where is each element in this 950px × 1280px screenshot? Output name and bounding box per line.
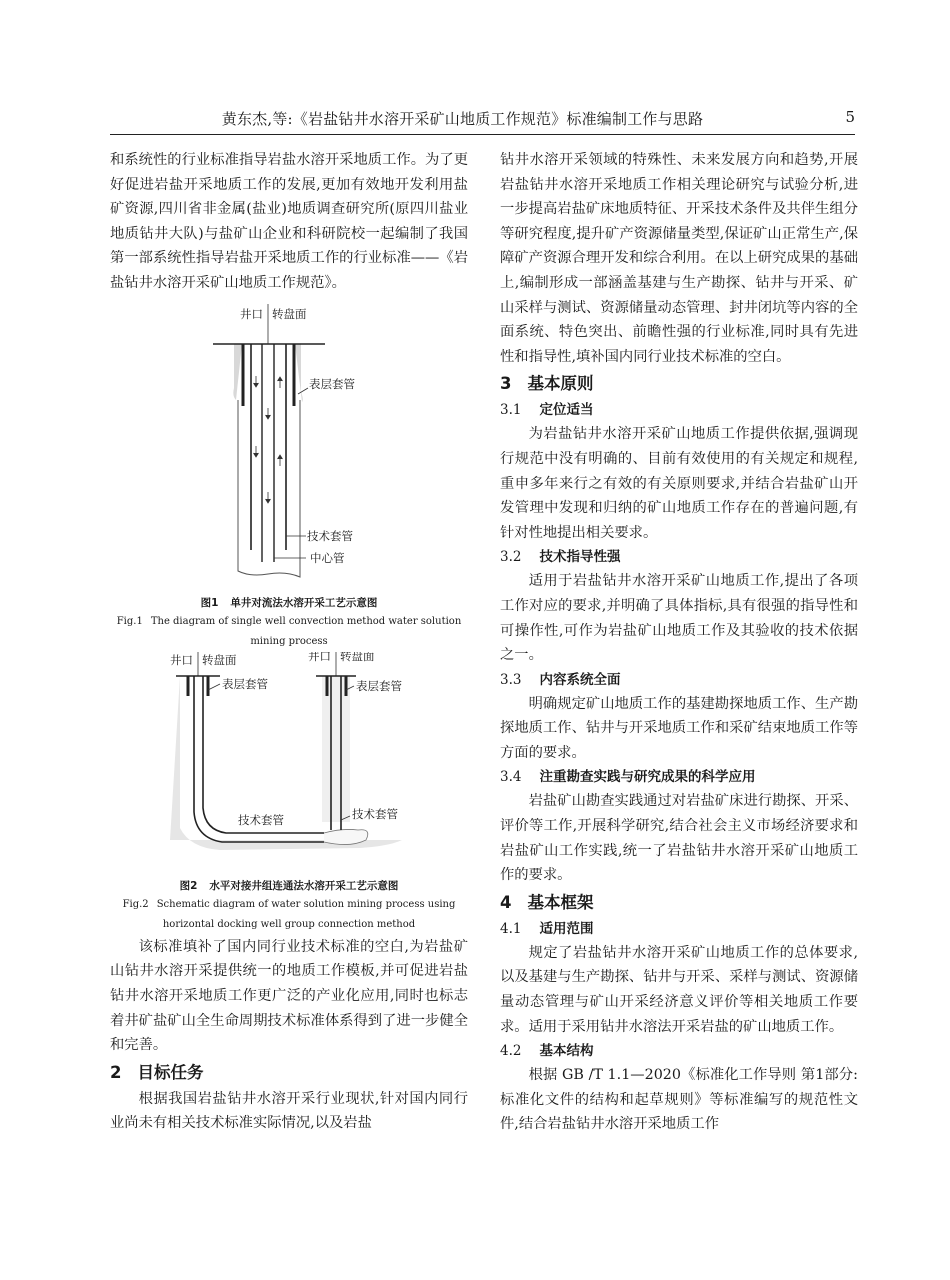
subsection-3-2-number: 3.2 bbox=[500, 549, 522, 566]
paragraph-intro: 和系统性的行业标准指导岩盐水溶开采地质工作。为了更好促进岩盐开采地质工作的发展,更加有效地开发利用盐矿资源,四川省非金属(盐业)地质调查研究所(原四川盐业地质钻井大队)与盐矿山企业和科研院校一起编制了我国第一部系统性指导岩盐开采地质工作的行业标准——《岩盐钻井水溶开采矿山地质工作规范》。 bbox=[110, 152, 468, 291]
subsection-3-4-heading bbox=[500, 765, 858, 789]
subsection-3-4-title: 注重勘查实践与研究成果的科学应用 bbox=[539, 769, 756, 786]
flow-arrows bbox=[254, 376, 283, 503]
running-header bbox=[110, 104, 855, 135]
label-turntable-right: 转盘面 bbox=[340, 652, 375, 664]
figure-1-number-en: Fig.1 bbox=[116, 616, 143, 628]
running-title: 黄东杰,等:《岩盐钻井水溶开采矿山地质工作规范》标准编制工作与思路 bbox=[221, 110, 704, 128]
label-turntable: 转盘面 bbox=[272, 306, 307, 321]
paragraph-3-1: 为岩盐钻井水溶开采矿山地质工作提供依据,强调现行规范中没有明确的、目前有效使用的有关规定和规程,重申多年来行之有效的有关原则要求,并结合岩盐矿山开发管理中发现和归纳的矿山地质工作存在的普遍问题,有针对性地提出相关要求。 bbox=[500, 426, 858, 541]
label-wellhead-left: 井口 bbox=[170, 653, 193, 668]
paragraph-3-2: 适用于岩盐钻井水溶开采矿山地质工作,提出了各项工作对应的要求,并明确了具体指标,具有很强的指导性和可操作性,可作为岩盐矿山地质工作及其验收的技术依据之一。 bbox=[500, 573, 858, 664]
subsection-4-1-title: 适用范围 bbox=[539, 920, 594, 937]
subsection-3-3-number: 3.3 bbox=[500, 671, 522, 688]
subsection-3-4-number: 3.4 bbox=[500, 769, 522, 786]
subsection-4-2-title: 基本结构 bbox=[539, 1043, 594, 1060]
figure-1-diagram bbox=[110, 296, 468, 582]
subsection-3-3-heading bbox=[500, 668, 858, 692]
label-surface-casing-right: 表层套管 bbox=[356, 679, 402, 694]
section-3-heading bbox=[500, 371, 858, 397]
paragraph-section-2: 根据我国岩盐钻井水溶开采行业现状,针对国内同行业尚未有相关技术标准实际情况,以及岩盐 bbox=[110, 1090, 468, 1132]
right-column bbox=[500, 148, 858, 1137]
label-wellhead: 井口 bbox=[240, 306, 263, 321]
subsection-3-3-title: 内容系统全面 bbox=[539, 671, 621, 688]
subsection-3-2-heading bbox=[500, 545, 858, 569]
figure-1-title-cn: 单井对流法水溶开采工艺示意图 bbox=[230, 597, 378, 610]
figure-1-caption-cn bbox=[110, 594, 468, 612]
leader-surface-left bbox=[208, 684, 220, 690]
left-column bbox=[110, 148, 468, 1136]
figure-2-number-en: Fig.2 bbox=[122, 898, 149, 910]
borehole-wall bbox=[238, 400, 300, 577]
figure-2-caption-cn bbox=[110, 877, 468, 895]
paragraph-4-1: 规定了岩盐钻井水溶开采矿山地质工作的总体要求,以及基建与生产勘探、钻井与开采、采样与测试、资源储量动态管理与矿山开采经济意义评价等相关地质工作要求。适用于采用钻井水溶法开采岩盐的矿山地质工作。 bbox=[500, 944, 858, 1035]
figure-1 bbox=[110, 296, 468, 653]
paragraph-continued: 钻井水溶开采领域的特殊性、未来发展方向和趋势,开展岩盐钻井水溶开采地质工作相关理论研究与试验分析,进一步提高岩盐矿床地质特征、开采技术条件及共伴生组分等研究程度,提升矿产资源储量类型,保证矿山正常生产,保障矿产资源合理开发和综合利用。在以上研究成果的基础上,编制形成一部涵盖基建与生产勘探、钻井与开采、矿山采样与测试、资源储量动态管理、封井闭坑等内容的全面系统、特色突出、前瞻性强的行业标准,同时具有先进性和指导性,填补国内同行业技术标准的空白。 bbox=[500, 152, 858, 365]
subsection-4-2-number: 4.2 bbox=[500, 1043, 522, 1060]
section-4-number: 4 bbox=[500, 892, 512, 912]
section-4-heading bbox=[500, 890, 858, 916]
connection-cavity bbox=[324, 830, 368, 845]
figure-2-title-en: Schematic diagram of water solution mining process using horizontal docking well group connection method bbox=[156, 898, 456, 930]
paragraph-4-2: 根据 GB /T 1.1—2020《标准化工作导则 第1部分:标准化文件的结构和起草规则》等标准编写的规范性文件,结合岩盐钻井水溶开采地质工作 bbox=[500, 1067, 858, 1133]
paragraph-3-3: 明确规定矿山地质工作的基建勘探地质工作、生产勘探地质工作、钻井与开采地质工作和采矿结束地质工作等方面的要求。 bbox=[500, 695, 858, 761]
label-surface-casing: 表层套管 bbox=[309, 376, 355, 391]
label-tech-casing-left: 技术套管 bbox=[238, 813, 284, 828]
paragraph-after-figures: 该标准填补了国内同行业技术标准的空白,为岩盐矿山钻井水溶开采提供统一的地质工作模板,并可促进岩盐钻井水溶开采地质工作更广泛的产业化应用,同时也标志着井矿盐矿山全生命周期技术标准体系得到了进一步健全和完善。 bbox=[110, 938, 468, 1054]
label-center-pipe: 中心管 bbox=[310, 550, 345, 565]
label-turntable-left: 转盘面 bbox=[202, 653, 237, 668]
label-tech-casing: 技术套管 bbox=[307, 528, 353, 543]
figure-2 bbox=[110, 652, 468, 935]
section-2-heading bbox=[110, 1060, 468, 1086]
leader-surface-casing bbox=[298, 388, 308, 394]
paragraph-3-4: 岩盐矿山勘查实践通过对岩盐矿床进行勘探、开采、评价等工作,开展科学研究,结合社会主义市场经济要求和岩盐矿山工作实践,统一了岩盐钻井水溶开采矿山地质工作的要求。 bbox=[500, 793, 858, 884]
rock-shading-right bbox=[322, 676, 350, 822]
page-number: 5 bbox=[845, 108, 855, 126]
rock-shading bbox=[170, 676, 402, 850]
subsection-3-2-title: 技术指导性强 bbox=[539, 549, 621, 566]
subsection-4-1-number: 4.1 bbox=[500, 920, 522, 937]
section-3-number: 3 bbox=[500, 374, 512, 394]
figure-1-title-en: The diagram of single well convection method water solution mining process bbox=[150, 616, 462, 648]
label-surface-casing-left: 表层套管 bbox=[222, 677, 268, 692]
section-4-title: 基本框架 bbox=[527, 892, 594, 912]
section-2-number: 2 bbox=[110, 1062, 122, 1082]
figure-2-title-cn: 水平对接井组连通法水溶开采工艺示意图 bbox=[209, 879, 399, 892]
subsection-4-2-heading bbox=[500, 1039, 858, 1063]
subsection-3-1-number: 3.1 bbox=[500, 402, 522, 419]
subsection-3-1-title: 定位适当 bbox=[539, 402, 594, 419]
label-tech-casing-right: 技术套管 bbox=[352, 807, 398, 822]
label-wellhead-right: 井口 bbox=[308, 652, 331, 664]
figure-2-diagram bbox=[110, 652, 468, 864]
figure-1-number-cn: 图1 bbox=[200, 597, 219, 610]
section-2-title: 目标任务 bbox=[137, 1062, 204, 1082]
subsection-3-1-heading bbox=[500, 398, 858, 422]
left-well-inner bbox=[203, 676, 324, 833]
rock-left bbox=[233, 344, 242, 400]
section-3-title: 基本原则 bbox=[527, 374, 594, 394]
subsection-4-1-heading bbox=[500, 917, 858, 941]
figure-1-caption-en bbox=[110, 612, 468, 652]
figure-2-caption-en bbox=[110, 895, 468, 935]
figure-2-number-cn: 图2 bbox=[179, 879, 198, 892]
